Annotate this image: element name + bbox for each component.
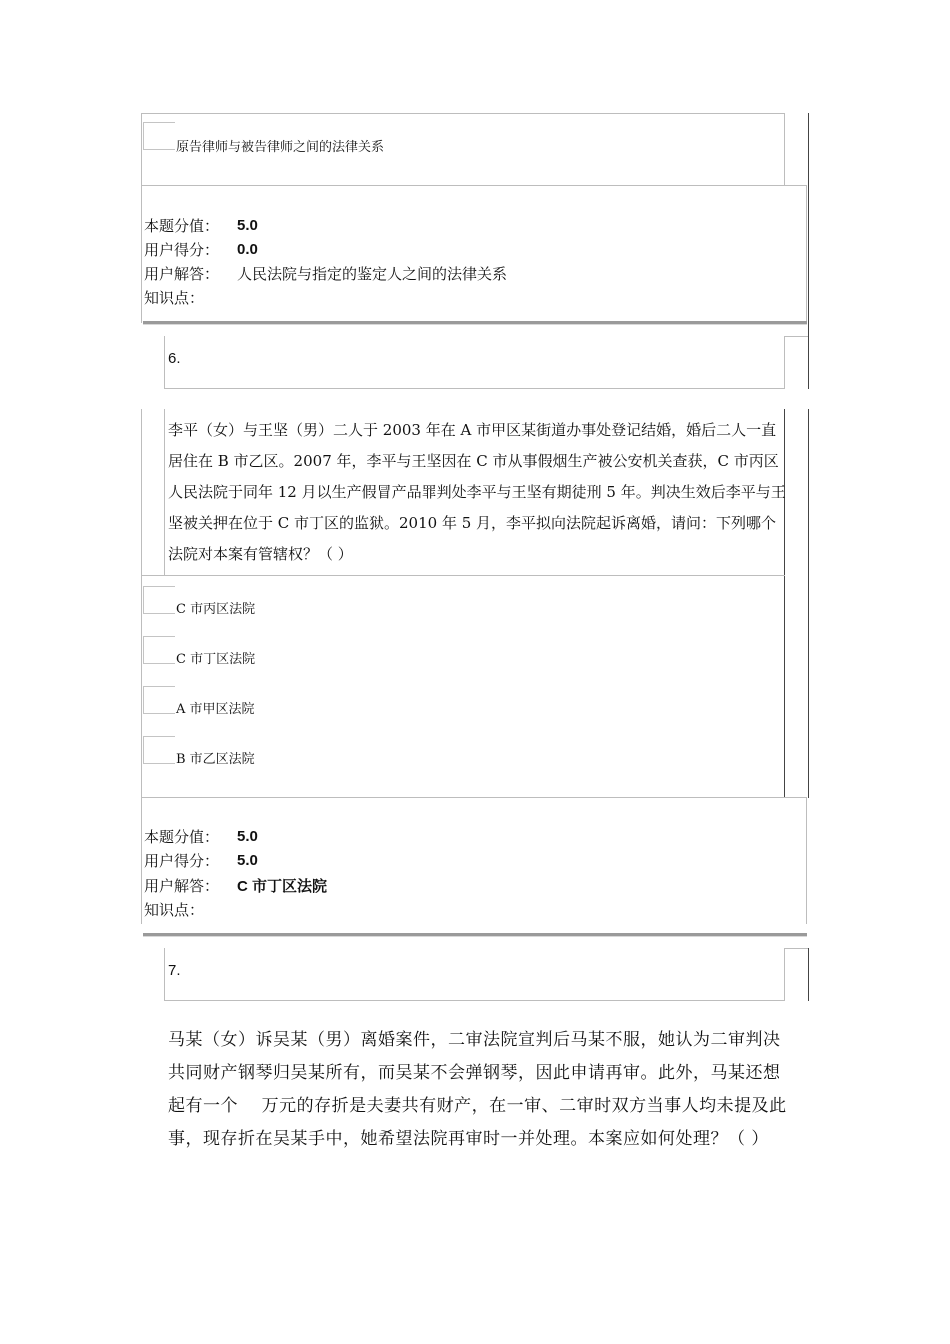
option-label: C 市丁区法院 <box>176 652 256 667</box>
score-label: 本题分值： <box>144 217 220 235</box>
option-checkbox[interactable] <box>143 586 175 614</box>
user-answer-value <box>237 876 327 897</box>
option-checkbox[interactable] <box>143 686 175 714</box>
question-number: 7. <box>168 962 181 979</box>
user-answer-text: C 市丁区法院 <box>237 878 328 895</box>
score-value: 5.0 <box>237 217 258 234</box>
user-answer-label: 用户解答： <box>144 877 220 895</box>
score-value: 5.0 <box>237 828 258 845</box>
knowledge-label: 知识点： <box>144 289 205 307</box>
option-label: A 市甲区法院 <box>176 702 255 717</box>
section-separator <box>143 933 807 937</box>
option-checkbox[interactable] <box>143 636 175 664</box>
option-label: B 市乙区法院 <box>176 752 255 767</box>
option-checkbox[interactable] <box>143 736 175 764</box>
score-label: 本题分值： <box>144 828 220 846</box>
user-answer-value: 人民法院与指定的鉴定人之间的法律关系 <box>237 265 508 283</box>
user-score-value: 0.0 <box>237 241 258 258</box>
question-text: 李平（女）与王坚（男）二人于 2003 年在 A 市甲区某街道办事处登记结婚，婚后二人一直居住在 B 市乙区。2007 年，李平与王坚因在 C 市从事假烟生产被公安机关查获，C 市丙区人民法院于同年 12 月以生产假冒产品罪判处李平与王坚有期徒刑 5 年。判决生效后李平与王坚被关押在位于 C 市丁区的监狱。2010 年 5 月，李平拟向法院起诉离婚，请问：下列哪个法院对本案有管辖权？（ ） <box>168 421 786 563</box>
user-score-label: 用户得分： <box>144 852 220 870</box>
option-checkbox[interactable] <box>143 122 175 150</box>
question-text: 马某（女）诉吴某（男）离婚案件，二审法院宣判后马某不服，她认为二审判决共同财产钢琴归吴某所有，而吴某不会弹钢琴，因此申请再审。此外，马某还想起有一个 万元的存折是夫妻共有财产，在一审、二审时双方当事人均未提及此事，现存折在吴某手中，她希望法院再审时一并处理。本案应如何处理？（ ） <box>168 1030 787 1149</box>
user-answer-label: 用户解答： <box>144 265 220 283</box>
user-score-value: 5.0 <box>237 852 258 869</box>
option-label: C 市丙区法院 <box>176 602 256 617</box>
option-label: 原告律师与被告律师之间的法律关系 <box>176 140 385 155</box>
question-number: 6. <box>168 350 181 367</box>
user-score-label: 用户得分： <box>144 241 220 259</box>
section-separator <box>143 321 807 325</box>
knowledge-label: 知识点： <box>144 901 205 919</box>
